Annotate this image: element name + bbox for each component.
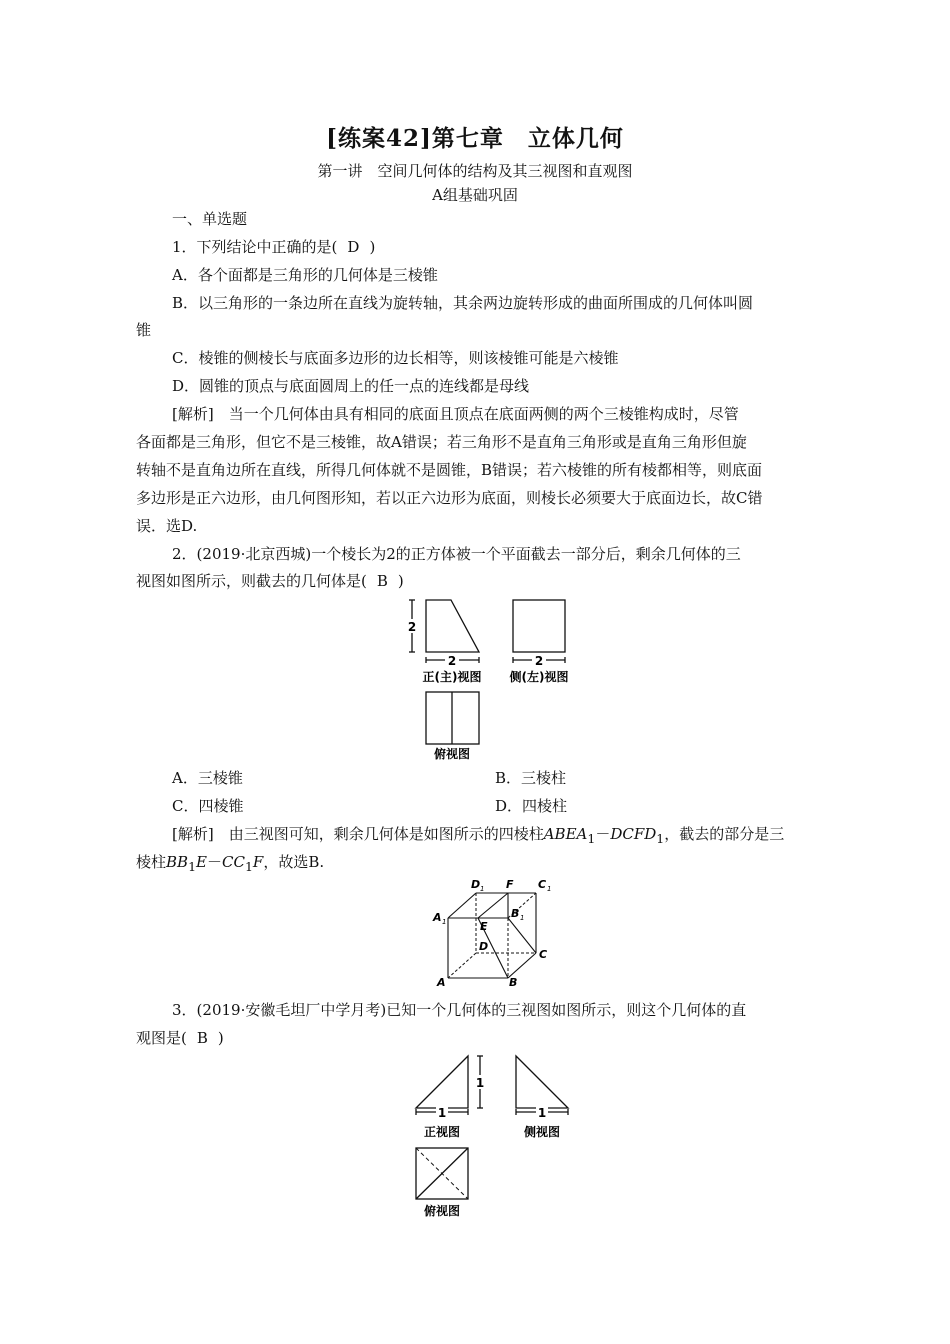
cube-label-c1: C [538, 878, 547, 891]
q2-front-caption: 正(主)视图 [422, 670, 482, 684]
q3-stem-close: ) [217, 1029, 224, 1047]
q1-answer: D [347, 238, 360, 256]
q2-analysis-italic: CC [221, 853, 245, 871]
q1-analysis-line: 转轴不是直角边所在直线，所得几何体就不是圆锥，B错误；若六棱锥的所有棱都相等，则底面 [136, 461, 763, 479]
cube-label-f: F [506, 878, 514, 891]
q3-three-view-figure [405, 1052, 590, 1222]
q1-analysis-line: [解析] 当一个几何体由具有相同的底面且顶点在底面两侧的两个三棱锥构成时，尽管 [172, 405, 739, 423]
q3-dim-front-width: 1 [437, 1106, 447, 1120]
lecture-subtitle: 第一讲 空间几何体的结构及其三视图和直观图 [317, 162, 633, 180]
q3-side-caption: 侧视图 [523, 1125, 561, 1139]
q3-dim-height: 1 [475, 1076, 485, 1090]
q1-option-c: C．棱锥的侧棱长与底面多边形的边长相等，则该棱锥可能是六棱锥 [172, 349, 619, 367]
cube-label-d: D [479, 940, 489, 953]
q1-stem-text: 1．下列结论中正确的是( [172, 238, 338, 256]
q2-analysis-italic: F [252, 853, 264, 871]
q2-cube-figure [425, 873, 565, 993]
q2-analysis-text: － [595, 825, 611, 843]
q2-stem-close: ) [397, 572, 404, 590]
cube-label-sub: 1 [520, 914, 525, 922]
q2-analysis-text: ，故选B. [263, 853, 325, 871]
q2-analysis-italic: BB [166, 853, 189, 871]
q2-option-b: B．三棱柱 [495, 769, 567, 787]
q1-stem [172, 236, 375, 257]
q2-dim-height: 2 [407, 620, 417, 634]
q1-stem-close: ) [369, 238, 376, 256]
q3-dim-side-width: 1 [537, 1106, 547, 1120]
q3-top-caption: 俯视图 [423, 1204, 461, 1218]
cube-label-b1: B [511, 907, 520, 920]
cube-label-sub: 1 [547, 885, 552, 893]
q1-option-a: A．各个面都是三角形的几何体是三棱锥 [172, 266, 438, 284]
cube-label-b: B [509, 976, 518, 989]
q2-analysis-text: ，截去的部分是三 [664, 825, 785, 843]
q1-option-b-cont: 锥 [136, 321, 152, 339]
group-heading: A组基础巩固 [432, 186, 518, 204]
q2-analysis-line2 [136, 851, 324, 874]
q2-dim-side-width: 2 [534, 654, 544, 668]
q2-analysis-sub: 1 [188, 859, 197, 874]
cube-label-sub: 1 [442, 918, 447, 926]
q2-analysis-text: [解析] 由三视图可知，剩余几何体是如图所示的四棱柱 [172, 825, 544, 843]
q1-option-b: B．以三角形的一条边所在直线为旋转轴，其余两边旋转形成的曲面所围成的几何体叫圆 [172, 294, 754, 312]
q2-three-view-figure [400, 590, 600, 765]
q2-stem-line2 [136, 570, 404, 591]
page-title: [练案42]第七章 立体几何 [326, 125, 624, 152]
q2-stem-text: 视图如图所示，则截去的几何体是( [136, 572, 367, 590]
q2-answer: B [376, 572, 388, 590]
cube-label-a: A [437, 976, 446, 989]
q1-analysis-line: 多边形是正六边形，由几何图形知，若以正六边形为底面，则棱长必须要大于底面边长，故C错 [136, 489, 763, 507]
q2-dim-front-width: 2 [447, 654, 457, 668]
q2-option-c: C．四棱锥 [172, 797, 244, 815]
q1-analysis-line: 各面都是三角形，但它不是三棱锥，故A错误；若三角形不是直角三角形或是直角三角形但旋 [136, 433, 747, 451]
cube-label-e: E [480, 920, 488, 933]
q3-stem-text: 观图是( [136, 1029, 187, 1047]
q2-analysis-italic: E [196, 853, 207, 871]
q2-analysis-sub: 1 [244, 859, 253, 874]
q1-option-d: D．圆锥的顶点与底面圆周上的任一点的连线都是母线 [172, 377, 530, 395]
section-heading: 一、单选题 [172, 210, 248, 228]
q2-analysis-line1 [172, 823, 784, 846]
cube-label-a1: A [433, 911, 442, 924]
q2-option-a: A．三棱锥 [172, 769, 243, 787]
q2-analysis-italic: ABEA [543, 825, 588, 843]
q2-analysis-text: － [206, 853, 222, 871]
q2-stem-line1: 2．(2019·北京西城)一个棱长为2的正方体被一个平面截去一部分后，剩余几何体的三 [172, 545, 741, 563]
q2-analysis-text: 棱柱 [136, 853, 167, 871]
q3-stem-line2 [136, 1027, 224, 1048]
cube-label-c: C [539, 948, 548, 961]
q1-analysis-line: 误．选D. [136, 517, 198, 535]
q2-analysis-sub: 1 [656, 831, 665, 846]
q3-answer: B [196, 1029, 208, 1047]
q2-side-caption: 侧(左)视图 [509, 670, 569, 684]
cube-label-d1: D [471, 878, 481, 891]
q3-front-caption: 正视图 [423, 1125, 461, 1139]
q2-analysis-italic: DCFD [610, 825, 657, 843]
q2-analysis-sub: 1 [587, 831, 596, 846]
q3-stem-line1: 3．(2019·安徽毛坦厂中学月考)已知一个几何体的三视图如图所示，则这个几何体的直 [172, 1001, 747, 1019]
cube-label-sub: 1 [480, 885, 485, 893]
q2-option-d: D．四棱柱 [495, 797, 568, 815]
q2-top-caption: 俯视图 [433, 747, 471, 761]
